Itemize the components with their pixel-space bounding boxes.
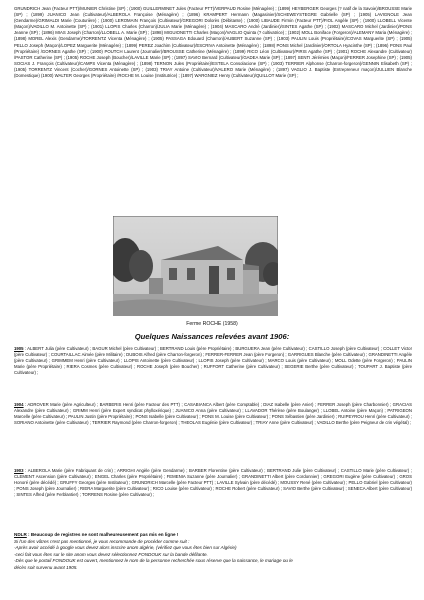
farm-photo	[113, 216, 278, 316]
births-entries: : ADROVER Marie (père Agriculteur) ; BARBERIS Henri (père Facteur des PTT) ; CASABIANCA Albert (père Comptable) ; DIAZ Isabelle (père Anier) ; FERRER Joseph (père Charbonnier) ; GRACIAS Alexandre (père Cultivateur) ; GRIMM Henri (père Expert syndicat phylloxérique) ; JUANICO Anna (père Cultivateur) ; LLAVADOR Thérèse (père Boulanger) ; LLOBEL Antoine (père Maçon) ; PATRIGEON Marcelle (père Cultivateur) ; PAULIN Justin (père Propriétaire) ; PONS Isabelle (père Cultivateur) ; PONS M. Louise (père Cultivateur) ; PONS Sébastien (père Jardinier) ; RUIPEYROU Henri (père Cultivateur) ; SORIANO Antoinette (père Cultivateur) ; TERRIER Raymond (père Charron-forgeron) ; THEOLAS Eugénie (père Cultivateur) ; TRIAY Anne (père Cultivateur) ; VADILLO Berthe (père Peigneur de crin végétal) ;	[14, 402, 412, 426]
births-year: 1905	[14, 346, 24, 351]
farm-photo-image	[113, 216, 278, 316]
births-year: 1904	[14, 402, 24, 407]
note-line: -Dès que le portail FONDOUK est ouvert, mentionnez le nom de la personne recherchée sous réserve que la naissance, le mariage ou le	[14, 558, 293, 564]
births-1904	[14, 402, 412, 426]
marriages-list: GRUNDRICH Jean (Facteur PTT)/MUNIER Christine (SP) ; (1900) GUILLERMINET Jules (Facteur PTT)/VERPAUD Rosine (Ménagère) ; (1899) HEYBERGER Georges (? natif de la Savoie)/BROUSSE Marie (SP) ; (1899) JUANICO Jean (Cultivateur)/ALBEROLA Françoise (Ménagère) ; (1896) KRAMPERT Hermann (Magasinier)/SCHEWEYSTEGRE Gabrielle (SP) ; (1905) LAVIGNOLE Jean (Gendarme)/GRIMALDI Marie (Couturière) ; (1900) LEROMAIN François (Cultivateur)/GREGORI Dolorès (Débitante) ; (1900) LIBAUDE Firmin (Facteur PTT)/FIOL Angèle (SP) ; (1900) LLOBELL Vicente (Maçon)/VADILLO M. Antoinette (SP) ; (1901) LLOPIS Charles (Charron)/JULIA Marie (Ménagère) ; (1904) MASCARO André (Jardinier)/SINTES Agathe (SP) ; (1902) MASCARO Michel (Jardinier)/PONS Jeanne (SP) ; (1896) MIAS Joseph (Charron)/LLOBELL A. Marie (SP) ; (1898) MIGUIONETTI Charles (Maçon)/VAGLIO Quinta (? cultivatrice) ; (1902) MOLL Boniface (Forgeron)/ALEMANY Maria (Ménagère) ; (1898) MOREL Alexis (Gendarme)/TORRENTZ Vicenta (Ménagère) ; (1905) PASSAGA Edouard (Charron)/AUBERT Suzanne (SP) ; (1903) PAULIN Louis (Propriétaire)/COVAS Marguerite (SP) ; (1905) PELLO Joseph (Maçon)/LOPEZ Marguerite (Ménagère) ; (1899) PEREZ Joachim (Cultivateur)/ESCRIVA Antoinette (Ménagère) ; (1898) PONS Michel (Jardinier)/ORTOLA Hyacinthe (SP) ; (1896) PONS Paul (Propriétaire) /GORNES Agathe (SP) ; (1900) POUTCH Laurent (Journalier)/BROUSSE Catherine (Ménagère) ; (1899) RICO Léon (Cultivateur)/PIRIS Agathe (SP) ; (1901) ROCHE Alexandre (Cultivateur) /PASTOR Catherine (SP) ; (1905) ROCHE Joseph (Boucher)/LAVILLE Marie (SP) ; (1897) SAVIO Bernard (Cultivateur)/GADEA Marie (SP) ; (1897) SENTI Jérémies (Maçon)/FERRER Josephine (SP) ; (1905) SOCIAS J. François (Cultivateur)/CAMPS Vicenta (Ménagère) ; (1898) TERNON Jules (Propriétaire)/ESTELA Consolacione (SP) ; (1903) TERRIER Alphonse (Charron-forgeron)/GENNIN Elisabeth (SP) ; (1905) TORRENTZ Vincent (Cocher)/GORNES Antoinette (SP) ; (1903) TRIAY Antoine (Cultivateur)/VALERO Marie (Ménagère) ; (1897) VAGLIO J. Baptiste (Entrepreneur maçon)/JULLIEN Blanche (Domestique) (1900) WALTER Georges (Propriétaire) /ROCHE M. Louise (Institutrice) ; (1897) WARGNIEZ Henry (Cultivateur)/QUILLOT Marie (SP) ;	[14, 6, 412, 79]
note-line: Si l'un des vôtres n'est pas mentionné, je vous recommande de procéder comme suit :	[14, 538, 190, 544]
note-line: -ceci fait vous êtes sur le site anom vous devez sélectionnez FONDOUK sur la bande défilante.	[14, 551, 208, 557]
births-1903	[14, 468, 412, 498]
document-page	[14, 6, 412, 220]
editor-note	[14, 532, 412, 572]
section-title: Quelques Naissances relevées avant 1906:	[134, 332, 290, 341]
births-entries: : ALBERT Julia (père Cultivateur) ; BAGUR Michel (père Cultivateur) ; BERTRAND Louis (père Propriétaire) ; BURGUERA Jean (père Cultivateur) ; CASTILLO Joseph (père Cultivateur) ; COLLET Victor (père Cultivateur) ; COURTAILLAC Aimée (père Militaire) ; DUBOIS Alfred (père Charron-forgeron) ; FERRER-FERRER Jean (père Forgeron) ; GARRIGUES Blanche (père Cultivateur) ; GRANDINETTI Angèle (père Cultivateur) ; GRIMMEM Henri (père Cultivateur) ; LLOPIS Antoinette (père Cultivateur) ; LLOPIS Joseph (père Cultivateur) ; MARCO Louis (père Cultivateur) ; MOLL Odette (père Forgeron) ; PAULIN Marie (père Propriétaire) ; RIERA Cosmes (père Cultivateur) ; ROCHE Joseph (père Boucher) ; RUFFORT Catherine (père Cultivateur) ; SEGERIE Berthe (père Cultivateur) ; TOUPART J. Baptiste (père Cultivateur) ;	[14, 346, 412, 376]
photo-caption: Ferme ROCHE (1958)	[186, 321, 238, 327]
births-1905	[14, 346, 412, 376]
births-entries: : ALBEROLA Marie (père Fabriquant de crin) ; ARRIGHI Angèle (père Gendarme) ; BARBER Florentine (père Cultivateur) ; BERTRAND Julie (père Cultivateur) ; CASTILLO Marie (père Cultivateur) ; CLEMENT Ascension (père Cultivateur) ; ENGEL Charles (père Propriétaire) ; FEMENIA Suzanne (père Journalier) ; GRANDINETTI Albert (père Cordonnier) ; GREGORI Eugène (père Cultivateur) ; GROS Honoré (père décédé) ; GRUFFY Georges (père Instituteur) ; GRUNDRICH Marcelle (père Facteur PTT) ; LAVILLE Sylvain (père décédé) ; MOUSSY René (père Cultivateur) ; PELLO Gabriel (père Cultivateur) ; PONS Joseph (père Journalier) ; RIERA Marguerite (père Cultivateur) ; RICO Louise (père Cultivateur) ; ROCHE Robert (père Cultivateur) ; SAVIO Berthe (père Cultivateur) ; SENECA Albert (père Cultivateur) ; SINTES Alfred (père Ferblantier) ; TORRENS Rosine (père Cultivateur) ;	[14, 468, 412, 498]
note-line: décès soit survenu avant 1905.	[14, 564, 78, 570]
note-line: -Après avoir accédé à google vous devez alors inscrire anom algérie, (vérifiez que vous êtes bien sur Algérie)	[14, 545, 237, 551]
note-label: NDLR	[14, 532, 27, 537]
births-year: 1903	[14, 468, 24, 473]
note-intro: : Beaucoup de registres ne sont malheureusement pas mis en ligne !	[26, 532, 179, 537]
